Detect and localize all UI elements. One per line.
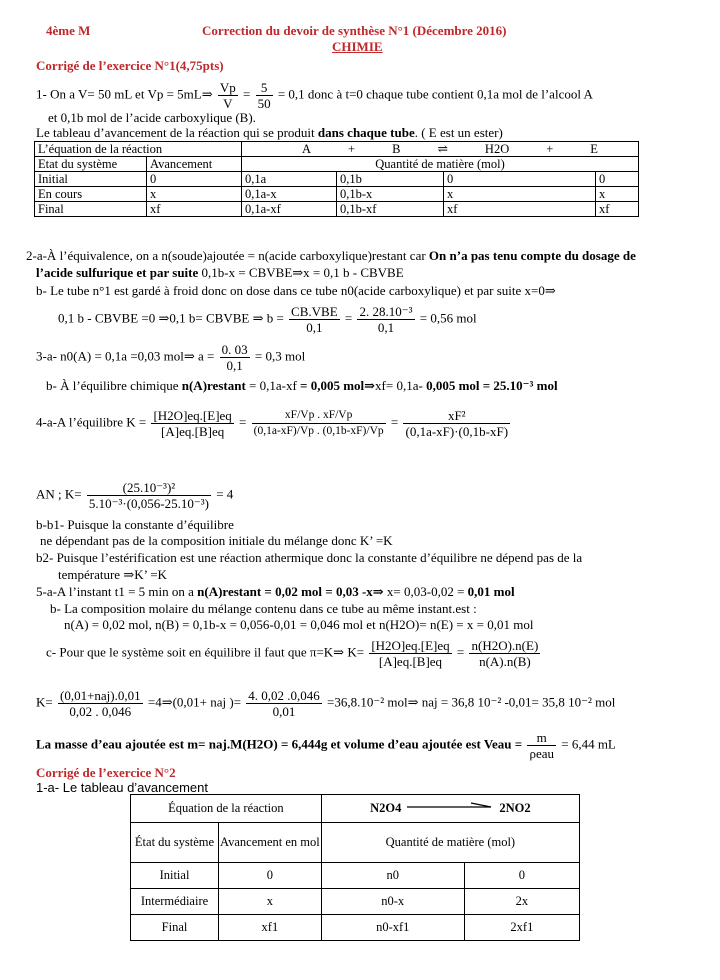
mass-line: La masse d’eau ajoutée est m= naj.M(H2O) = 6,444g et volume d’eau ajoutée est Veau = $\frac{m}{\text{ρeau}}$ = 6,44 mL	[36, 730, 616, 761]
an-line: AN ; K= $\frac{\text{(25.10⁻³)²}}{\text{5.10⁻³·(0,056-25.10⁻³)}}$ = 4	[36, 480, 234, 511]
q5c-line: c- Pour que le système soit en équilibre il faut que π=K⇒ K= $\frac{[H2O]eq.[E]eq}{[A]eq.[B]eq}$ = $\frac{n(H2O).n(E)}{n(A).n(B)}$	[46, 638, 539, 669]
q4a-line: 4-a-A l’équilibre K = $\frac{[H2O]eq.[E]eq}{[A]eq.[B]eq}$ = $\frac{xF/Vp . xF/Vp}{(0,1a-xF)/Vp . (0,1b-xF)/Vp}$ = $\frac{\text{xF²}}{(0,1a-xF)\cdot(0,1b-xF)}$	[36, 408, 509, 439]
level-label: 4ème M	[46, 23, 91, 38]
ex2-q1a: 1-a- Le tableau d’avancement	[36, 780, 209, 795]
q1-line2: et 0,1b mol de l’acide carboxylique (B).	[48, 110, 256, 125]
b2-line2: température ⇒K’ =K	[58, 567, 167, 582]
b2-line1: b2- Puisque l’estérification est une réaction athermique donc la constante d’équilibre ne dépend pas de la	[36, 550, 583, 565]
q1-line1: 1- On a V= 50 mL et Vp = 5mL⇒ $\frac{Vp}{V}$ = $\frac{5}{50}$ = 0,1 donc à t=0 chaque tube contient 0,1a mol de l’alcool A	[36, 80, 593, 111]
q5b-line2: n(A) = 0,02 mol, n(B) = 0,1b-x = 0,056-0,01 = 0,046 mol et n(H2O)= n(E) = x = 0,01 mol	[64, 617, 534, 632]
q3b-line: b- À l’équilibre chimique n(A)restant = 0,1a-xf = 0,005 mol⇒xf= 0,1a- 0,005 mol = 25.10⁻³ mol	[46, 378, 558, 393]
ex2-heading: Corrigé de l’exercice N°2	[36, 765, 176, 780]
q2b-line1: b- Le tube n°1 est gardé à froid donc on dose dans ce tube n0(acide carboxylique) et par suite x=0⇒	[36, 283, 556, 298]
bb1-line2: ne dépendant pas de la composition initiale du mélange donc K’ =K	[40, 533, 393, 548]
page-title: Correction du devoir de synthèse N°1 (Décembre 2016)	[202, 23, 507, 38]
q5a-line: 5-a-A l’instant t1 = 5 min on a n(A)restant = 0,02 mol = 0,03 -x⇒ x= 0,03-0,02 = 0,01 mol	[36, 584, 515, 599]
frac-5-50: $\frac{5}{50}$	[257, 80, 271, 111]
table-row: Intermédiaire x n0-x 2x	[131, 889, 580, 915]
table-row: Initial 0 n0 0	[131, 863, 580, 889]
subject-title: CHIMIE	[332, 39, 383, 54]
frac-vp-v: $\frac{Vp}{V}$	[219, 80, 236, 111]
equilibrium-arrow-icon	[407, 802, 493, 816]
ex1-advancement-table: L’équation de la réaction A + B ⇌ H2O + E Etat du système Avancement Quantité de matière (mol) Initial 0 0,1a 0,1b 0 0 En cours x 0,1a-x 0,1b-x x x Final xf 0,1a-xf 0,1b-xf xf xf	[34, 141, 639, 217]
q2a-line1: 2-a-À l’équivalence, on a n(soude)ajoutée = n(acide carboxylique)restant car On n’a pas tenu compte du dosage de	[26, 248, 636, 263]
k-line: K= $\frac{\text{(0,01+naj).0,01}}{0,02 . 0,046}$ =4⇒(0,01+ naj )= $\frac{4. 0,02 .0,046}{0,01}$ =36,8.10⁻² mol⇒ naj = 36,8 10⁻² -0,01= 35,8 10⁻² mol	[36, 688, 616, 719]
q1-line3: Le tableau d’avancement de la réaction qui se produit dans chaque tube. ( E est un ester)	[36, 125, 503, 140]
ex2-advancement-table: Équation de la réaction N2O4 2NO2 État du système Avancement en mol Quantité de matière (mol) Initial 0 n0 0 Intermédiaire x n0-x 2x Final xf1 n0-xf1 2xf1	[130, 794, 580, 941]
ex1-heading: Corrigé de l’exercice N°1(4,75pts)	[36, 58, 224, 73]
table-row: Final xf 0,1a-xf 0,1b-xf xf xf	[35, 202, 639, 217]
q2a-line2: l’acide sulfurique et par suite 0,1b-x = CBVBE⇒x = 0,1 b - CBVBE	[36, 265, 404, 280]
q5b-line1: b- La composition molaire du mélange contenu dans ce tube au même instant.est :	[50, 601, 477, 616]
table-row: En cours x 0,1a-x 0,1b-x x x	[35, 187, 639, 202]
table-row: Initial 0 0,1a 0,1b 0 0	[35, 172, 639, 187]
q2b-line2: 0,1 b - CBVBE =0 ⇒0,1 b= CBVBE ⇒ b = $\frac{\text{CB.VBE}}{0,1}$ = $\frac{\text{2. 28.10⁻³}}{0,1}$ = 0,56 mol	[58, 304, 477, 335]
eq-label: L’équation de la réaction	[35, 142, 242, 157]
bb1-line1: b-b1- Puisque la constante d’équilibre	[36, 517, 234, 532]
q3a-line: 3-a- n0(A) = 0,1a =0,03 mol⇒ a = $\frac{0. 03}{0,1}$ = 0,3 mol	[36, 342, 306, 373]
table-row: Final xf1 n0-xf1 2xf1	[131, 915, 580, 941]
